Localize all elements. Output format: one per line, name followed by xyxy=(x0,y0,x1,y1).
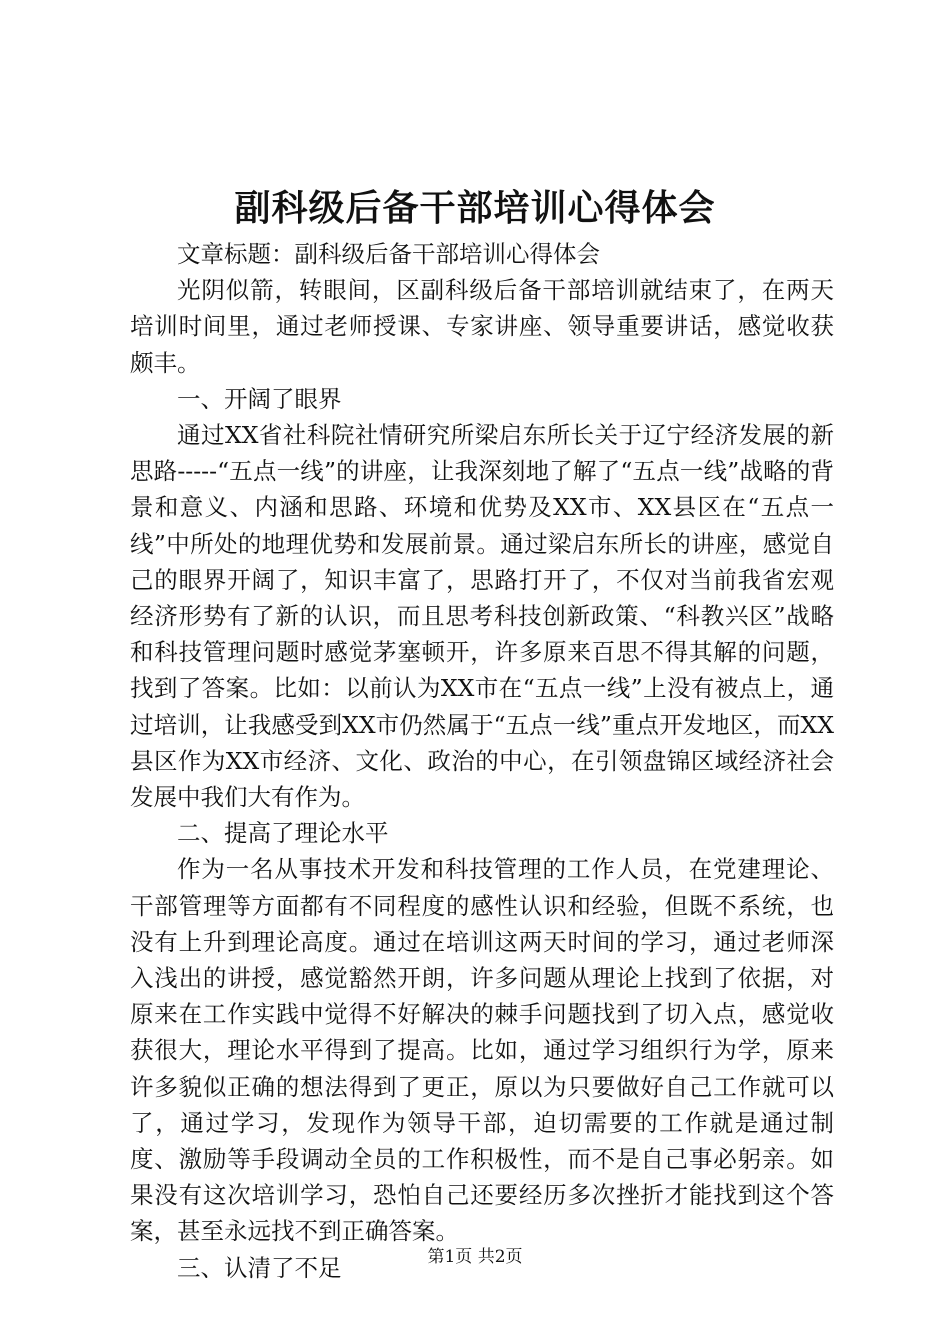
section-1-paragraph: 通过XX省社科院社情研究所梁启东所长关于辽宁经济发展的新思路-----“五点一线”的讲座，让我深刻地了解了“五点一线”战略的背景和意义、内涵和思路、环境和优势及XX市、XX县区在“五点一线”中所处的地理优势和发展前景。通过梁启东所长的讲座，感觉自己的眼界开阔了，知识丰富了，思路打开了，不仅对当前我省宏观经济形势有了新的认识，而且思考科技创新政策、“科教兴区”战略和科技管理问题时感觉茅塞顿开，许多原来百思不得其解的问题，找到了答案。比如：以前认为XX市在“五点一线”上没有被点上，通过培训，让我感受到XX市仍然属于“五点一线”重点开发地区，而XX县区作为XX市经济、文化、政治的中心，在引领盘锦区域经济社会发展中我们大有作为。 xyxy=(130,421,834,812)
section-heading-1: 一、开阔了眼界 xyxy=(177,384,342,413)
page-footer: 第1页 共2页 xyxy=(427,1247,523,1267)
document-title: 副科级后备干部培训心得体会 xyxy=(234,187,716,229)
section-heading-2: 二、提高了理论水平 xyxy=(177,819,389,848)
article-title-line: 文章标题：副科级后备干部培训心得体会 xyxy=(177,240,600,268)
document-body xyxy=(130,236,834,1286)
section-2-paragraph: 作为一名从事技术开发和科技管理的工作人员，在党建理论、干部管理等方面都有不同程度的感性认识和经验，但既不系统，也没有上升到理论高度。通过在培训这两天时间的学习，通过老师深入浅出的讲授，感觉豁然开朗，许多问题从理论上找到了依据，对原来在工作实践中觉得不好解决的棘手问题找到了切入点，感觉收获很大，理论水平得到了提高。比如，通过学习组织行为学，原来许多貌似正确的想法得到了更正，原以为只要做好自己工作就可以了，通过学习，发现作为领导干部，迫切需要的工作就是通过制度、激励等手段调动全员的工作积极性，而不是自己事必躬亲。如果没有这次培训学习，恐怕自己还要经历多次挫折才能找到这个答案，甚至永远找不到正确答案。 xyxy=(130,855,834,1246)
intro-paragraph: 光阴似箭，转眼间，区副科级后备干部培训就结束了，在两天培训时间里，通过老师授课、专家讲座、领导重要讲话，感觉收获颇丰。 xyxy=(130,276,834,377)
section-heading-3: 三、认清了不足 xyxy=(177,1253,342,1282)
